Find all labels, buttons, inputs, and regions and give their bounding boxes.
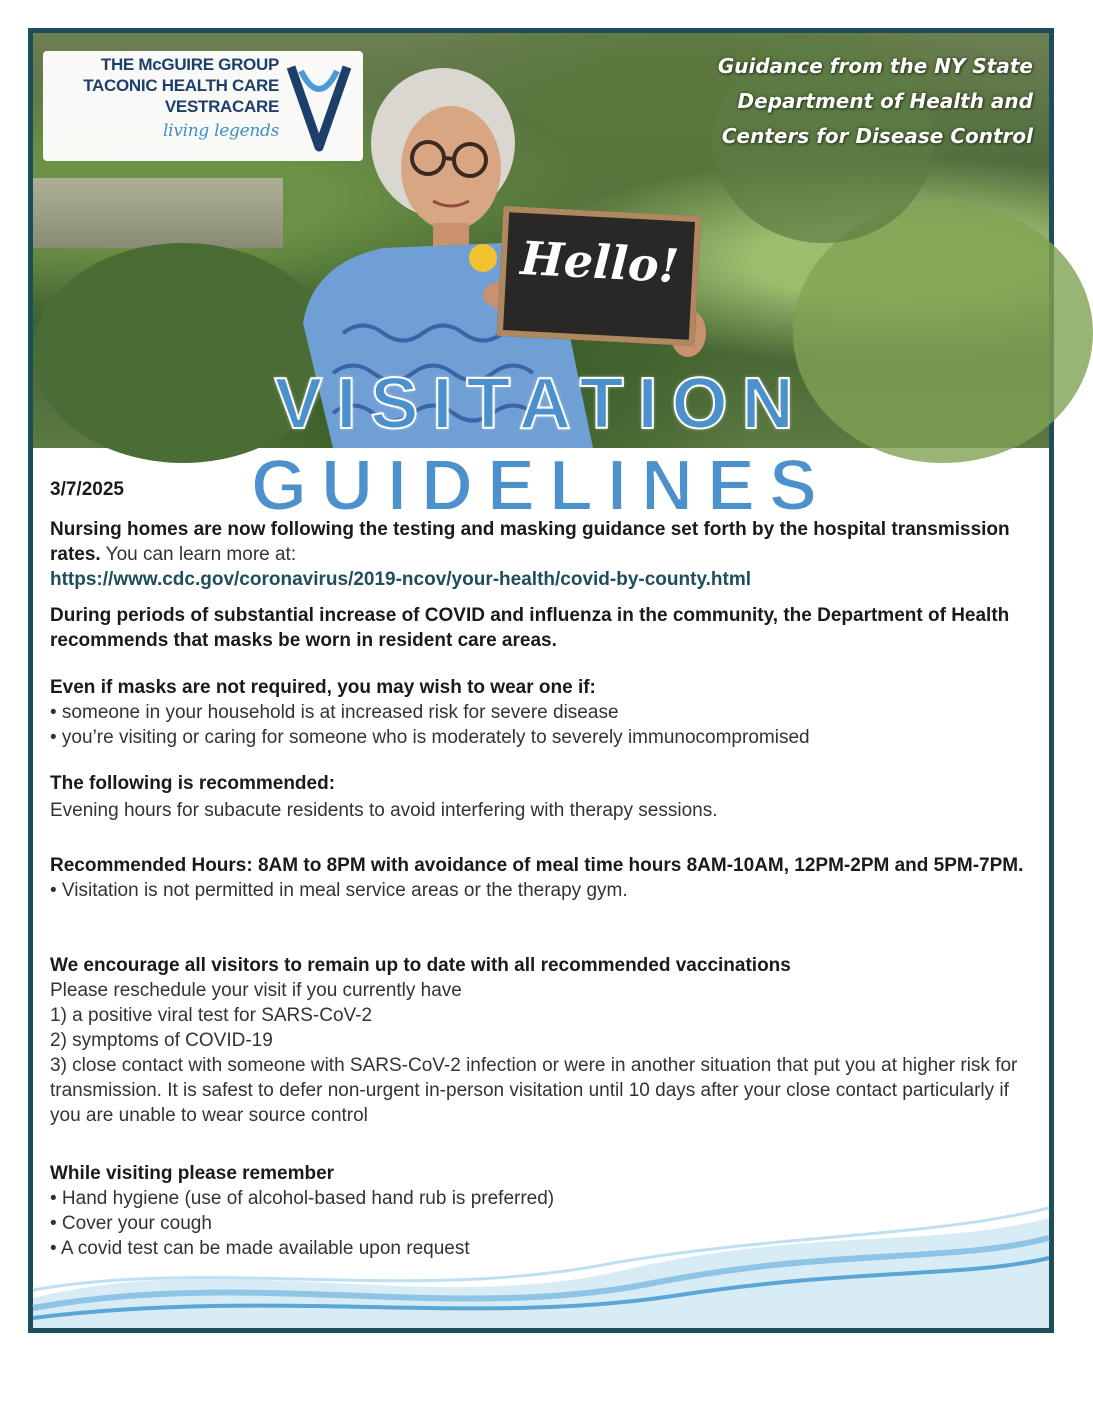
visitation-guidelines-headline: VISITATION GUIDELINES [250,364,832,526]
hours-item: • Visitation is not permitted in meal service areas or the therapy gym. [50,880,628,901]
logo-tagline: living legends [163,121,279,141]
hours-heading: Recommended Hours: 8AM to 8PM with avoidance of meal time hours 8AM-10AM, 12PM-2PM and 5PM-7PM. [50,855,1024,876]
vaccines-line: 1) a positive viral test for SARS-CoV-2 [50,1005,373,1026]
hours-section [50,853,1040,903]
masks-heading: Even if masks are not required, you may wish to wear one if: [50,677,596,698]
sign-text: Hello! [519,230,681,294]
cdc-link[interactable]: https://www.cdc.gov/coronavirus/2019-ncov/your-health/covid-by-county.html [50,569,751,590]
recommended-section [50,771,1040,823]
mcguire-group-logo [43,51,363,161]
masks-section [50,675,1040,750]
intro-bold: Nursing homes are now following the testing and masking guidance set forth by the hospital transmission rates. [50,519,1010,565]
vaccines-line: 3) close contact with someone with SARS-CoV-2 infection or were in another situation that put you at higher risk for transmission. It is safest to defer non-urgent in-person visitation until 10 days after your close contact particularly if you are unable to wear source control [50,1055,1018,1126]
document-date: 3/7/2025 [50,479,124,500]
vaccines-line: 2) symptoms of COVID-19 [50,1030,273,1051]
logo-line-vestracare: VESTRACARE [164,97,279,116]
visiting-item: • Hand hygiene (use of alcohol-based hand rub is preferred) [50,1188,555,1209]
intro-normal: You can learn more at: [100,544,297,565]
increase-notice: During periods of substantial increase of COVID and influenza in the community, the Department of Health recommends that masks be worn in resident care areas. [50,605,1010,651]
visiting-item: • Cover your cough [50,1213,212,1234]
guidance-line-3: Centers for Disease Control [721,124,1033,148]
decorative-wave [33,1208,1049,1328]
visiting-heading: While visiting please remember [50,1163,335,1184]
guidance-line-1: Guidance from the NY State [717,54,1033,78]
guidance-heading [653,49,1033,154]
hello-chalkboard-sign [497,206,702,346]
logo-line-taconic: TACONIC HEALTH CARE [83,76,279,95]
vaccines-heading: We encourage all visitors to remain up to date with all recommended vaccinations [50,955,791,976]
masks-item: • you’re visiting or caring for someone who is moderately to severely immunocompromised [50,727,810,748]
vaccines-line: Please reschedule your visit if you currently have [50,980,462,1001]
masks-item: • someone in your household is at increased risk for severe disease [50,702,619,723]
recommended-heading: The following is recommended: [50,773,336,794]
flyer-frame [28,28,1054,1333]
guidance-line-2: Department of Health and [737,89,1033,113]
heart-v-logo-icon [283,57,355,157]
recommended-text: Evening hours for subacute residents to avoid interfering with therapy sessions. [50,800,718,821]
logo-line-mcguire: THE McGUIRE GROUP [100,55,279,74]
visiting-item: • A covid test can be made available upon request [50,1238,470,1259]
vaccines-section [50,953,1040,1128]
intro-paragraph [50,517,1040,592]
